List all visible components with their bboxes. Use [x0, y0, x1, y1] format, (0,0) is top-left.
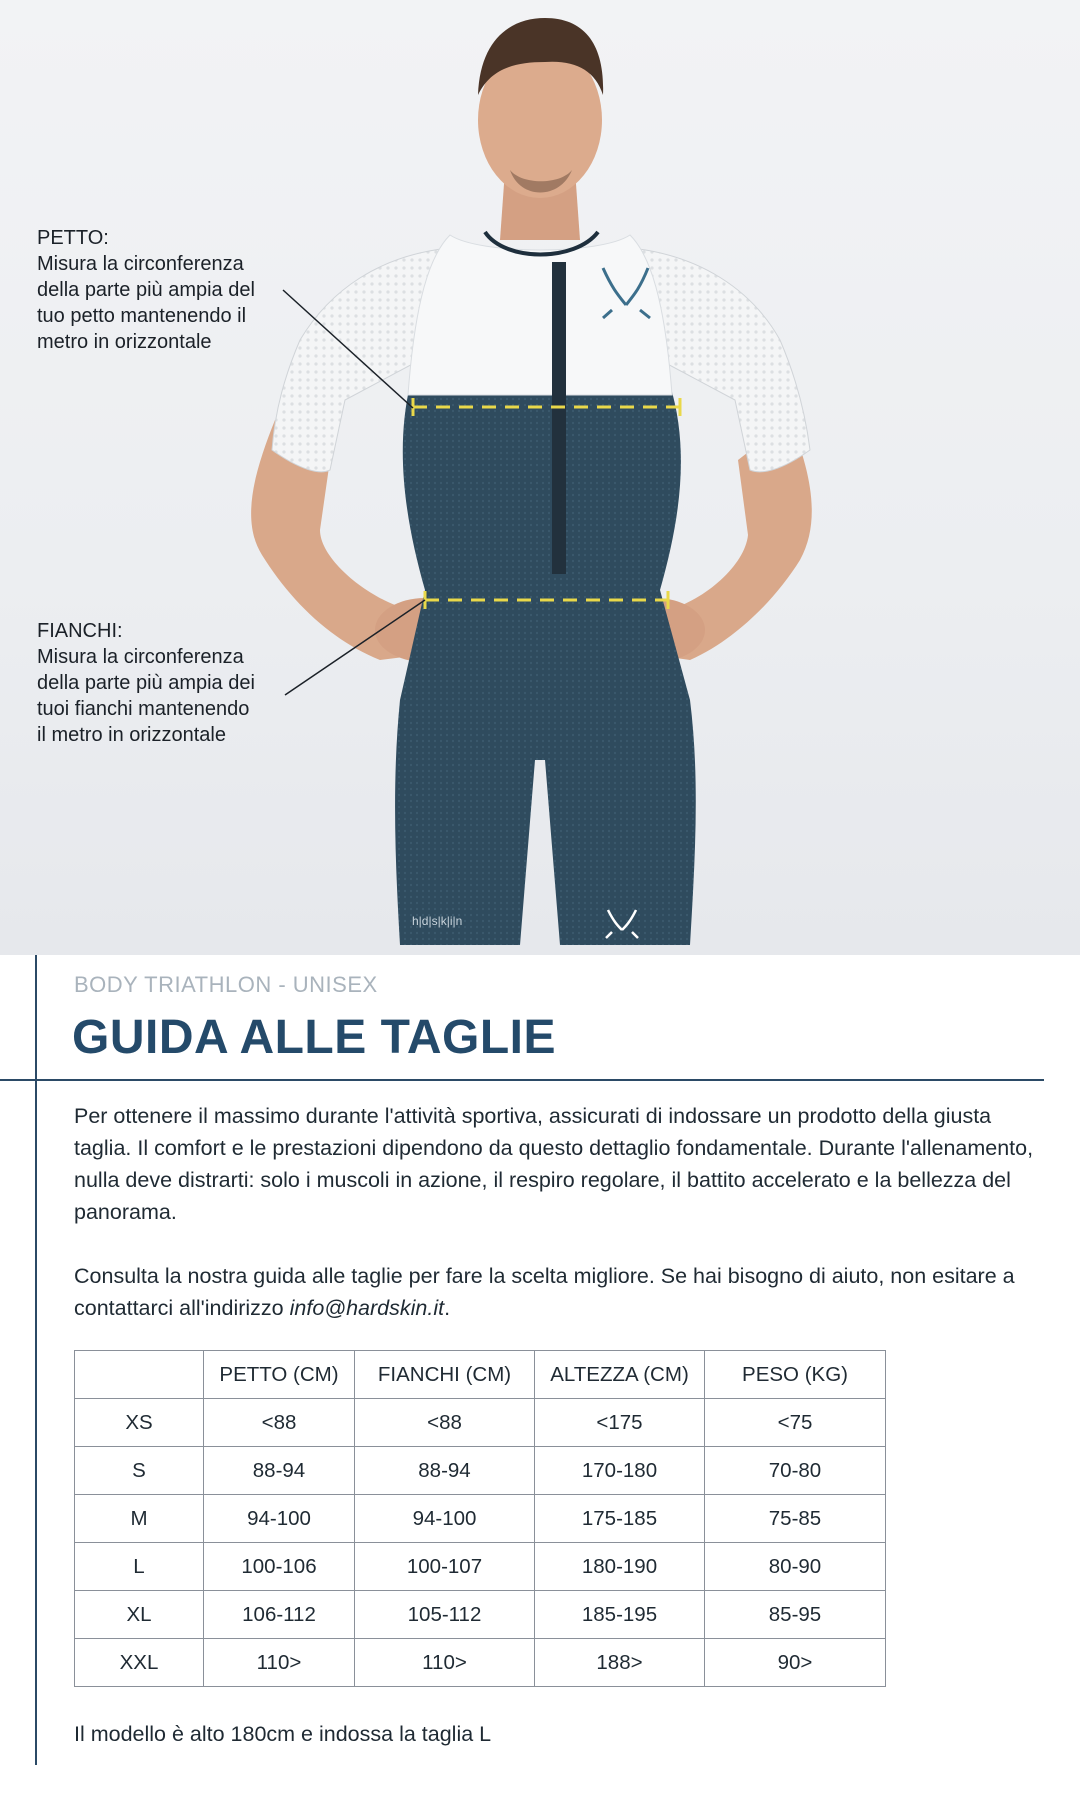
intro-paragraph-2-text: Consulta la nostra guida alle taglie per fare la scelta migliore. Se hai bisogno di aiuto, non esitare a contattarci all'indirizzo — [74, 1264, 1015, 1320]
chest-callout — [37, 225, 255, 355]
hip-callout — [37, 618, 255, 748]
suit-upper — [408, 235, 672, 395]
table-cell: 175-185 — [535, 1495, 705, 1543]
chest-callout-text: Misura la circonferenza della parte più ampia del tuo petto mantenendo il metro in orizzontale — [37, 253, 255, 353]
table-cell: 70-80 — [705, 1447, 886, 1495]
table-cell: 180-190 — [535, 1543, 705, 1591]
table-cell: <88 — [204, 1399, 355, 1447]
product-category: BODY TRIATHLON - UNISEX — [74, 972, 378, 997]
table-cell: 105-112 — [355, 1591, 535, 1639]
table-header-cell: FIANCHI (CM) — [355, 1351, 535, 1399]
model-size-note: Il modello è alto 180cm e indossa la taglia L — [74, 1722, 492, 1746]
table-header-cell: PESO (KG) — [705, 1351, 886, 1399]
intro-text — [74, 1100, 1034, 1324]
table-cell: 170-180 — [535, 1447, 705, 1495]
table-cell: <75 — [705, 1399, 886, 1447]
table-header-cell — [75, 1351, 204, 1399]
vertical-rule — [35, 955, 37, 1765]
table-header-cell: ALTEZZA (CM) — [535, 1351, 705, 1399]
intro-paragraph-2-end: . — [444, 1296, 451, 1320]
table-cell: <175 — [535, 1399, 705, 1447]
table-cell: XS — [75, 1399, 204, 1447]
horizontal-rule — [0, 1079, 1044, 1081]
table-header-cell: PETTO (CM) — [204, 1351, 355, 1399]
table-header-row — [75, 1351, 886, 1399]
table-row — [75, 1591, 886, 1639]
table-cell: 100-106 — [204, 1543, 355, 1591]
intro-paragraph-2 — [74, 1260, 1034, 1324]
hip-callout-text: Misura la circonferenza della parte più ampia dei tuoi fianchi mantenendo il metro in orizzontale — [37, 646, 255, 746]
table-cell: 188> — [535, 1639, 705, 1687]
hip-callout-title: FIANCHI: — [37, 620, 123, 642]
table-cell: 106-112 — [204, 1591, 355, 1639]
page-title: GUIDA ALLE TAGLIE — [72, 1011, 557, 1064]
table-cell: 185-195 — [535, 1591, 705, 1639]
table-row — [75, 1639, 886, 1687]
table-cell: 100-107 — [355, 1543, 535, 1591]
intro-paragraph-1: Per ottenere il massimo durante l'attività sportiva, assicurati di indossare un prodotto della giusta taglia. Il comfort e le prestazioni dipendono da questo dettaglio fondamentale. Durante l'allenamento, nulla deve distrarti: solo i muscoli in azione, il respiro regolare, il battito accelerato e la bellezza del panorama. — [74, 1104, 1034, 1224]
table-cell: XXL — [75, 1639, 204, 1687]
table-cell: 88-94 — [204, 1447, 355, 1495]
table-cell: 94-100 — [204, 1495, 355, 1543]
table-row — [75, 1447, 886, 1495]
table-cell: XL — [75, 1591, 204, 1639]
table-cell: 94-100 — [355, 1495, 535, 1543]
chest-callout-title: PETTO: — [37, 227, 109, 249]
table-cell: 80-90 — [705, 1543, 886, 1591]
table-cell: <88 — [355, 1399, 535, 1447]
table-cell: 90> — [705, 1639, 886, 1687]
size-table — [74, 1350, 886, 1687]
zipper — [552, 262, 566, 574]
table-row — [75, 1399, 886, 1447]
table-cell: M — [75, 1495, 204, 1543]
table-cell: 85-95 — [705, 1591, 886, 1639]
table-row — [75, 1495, 886, 1543]
table-cell: L — [75, 1543, 204, 1591]
contact-email: info@hardskin.it — [289, 1296, 445, 1320]
table-cell: 75-85 — [705, 1495, 886, 1543]
table-row — [75, 1543, 886, 1591]
suit-lower — [395, 385, 696, 945]
table-cell: S — [75, 1447, 204, 1495]
table-cell: 88-94 — [355, 1447, 535, 1495]
table-cell: 110> — [355, 1639, 535, 1687]
table-cell: 110> — [204, 1639, 355, 1687]
leg-brand-text: h|d|s|k|i|n — [412, 914, 463, 928]
